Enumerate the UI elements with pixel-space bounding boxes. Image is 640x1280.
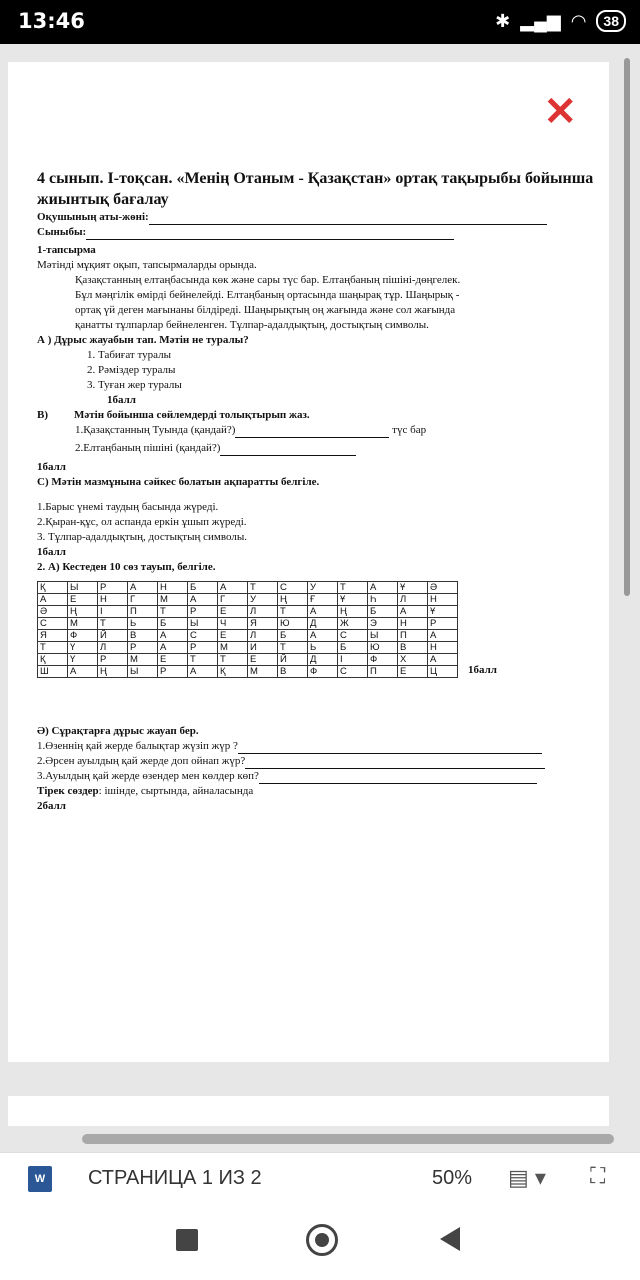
- document-viewer[interactable]: [0, 44, 640, 1152]
- grid-cell: Ь: [308, 642, 338, 654]
- document-title: 4 сынып. I-тоқсан. «Менің Отаным - Қазақстан» ортақ тақырыбы бойынша жиынтық бағалау: [37, 170, 594, 208]
- grid-cell: Е: [398, 666, 428, 678]
- grid-cell: Ғ: [308, 594, 338, 606]
- grid-cell: Ы: [128, 666, 158, 678]
- task1-text-3: ортақ үй деген мағынаны білдіреді. Шаңырықтың оң жағында және сол жағында: [75, 304, 456, 316]
- grid-cell: Р: [98, 654, 128, 666]
- battery-indicator: 38: [596, 10, 626, 32]
- c-item: 3. Тұлпар-адалдықтың, достықтың символы.: [37, 531, 247, 543]
- bluetooth-icon: ✱: [495, 10, 511, 31]
- grid-cell: А: [158, 642, 188, 654]
- letter-grid: [37, 581, 458, 678]
- task1-text-2: Бұл мәңгілік өмірді бейнелейді. Елтаңбаның ортасында шаңырақ тұр. Шаңырық -: [75, 289, 460, 301]
- grid-cell: М: [128, 654, 158, 666]
- grid-cell: Т: [188, 654, 218, 666]
- grid-cell: И: [248, 642, 278, 654]
- grid-cell: Р: [128, 642, 158, 654]
- back-button[interactable]: [440, 1227, 460, 1251]
- grid-cell: Ф: [368, 654, 398, 666]
- document-page: [8, 62, 609, 1062]
- a-option: 2. Рәміздер туралы: [87, 364, 176, 376]
- grid-cell: Қ: [38, 582, 68, 594]
- c-item: 1.Барыс үнемі таудың басында жүреді.: [37, 501, 219, 513]
- fullscreen-icon[interactable]: ⛶: [590, 1163, 606, 1188]
- grid-cell: Ә: [38, 606, 68, 618]
- task3-question-2: 2.Әрсен ауылдың қай жерде доп ойнап жүр?: [37, 754, 597, 769]
- grid-cell: Һ: [368, 594, 398, 606]
- grid-row: [38, 666, 458, 678]
- grid-cell: А: [158, 630, 188, 642]
- grid-cell: Т: [278, 606, 308, 618]
- grid-cell: Д: [308, 618, 338, 630]
- grid-cell: Б: [338, 642, 368, 654]
- grid-cell: А: [308, 630, 338, 642]
- grid-cell: Р: [188, 642, 218, 654]
- grid-cell: Н: [428, 642, 458, 654]
- grid-cell: А: [38, 594, 68, 606]
- grid-row: [38, 594, 458, 606]
- grid-cell: Т: [248, 582, 278, 594]
- grid-cell: П: [398, 630, 428, 642]
- grid-cell: С: [278, 582, 308, 594]
- grid-cell: Ң: [98, 666, 128, 678]
- grid-cell: Ұ: [428, 606, 458, 618]
- grid-cell: Ұ: [398, 582, 428, 594]
- grid-cell: Қ: [218, 666, 248, 678]
- recent-apps-button[interactable]: [176, 1229, 198, 1251]
- grid-cell: Н: [158, 582, 188, 594]
- c-score: 1балл: [37, 546, 66, 558]
- grid-cell: Э: [368, 618, 398, 630]
- grid-cell: Р: [428, 618, 458, 630]
- grid-cell: І: [338, 654, 368, 666]
- grid-cell: Ц: [428, 666, 458, 678]
- grid-cell: В: [398, 642, 428, 654]
- view-mode-icon[interactable]: ▤ ▾: [508, 1165, 546, 1190]
- grid-cell: Қ: [38, 654, 68, 666]
- grid-cell: Л: [98, 642, 128, 654]
- grid-cell: Ж: [338, 618, 368, 630]
- grid-row: [38, 630, 458, 642]
- wifi-icon: ◠: [570, 10, 587, 31]
- grid-cell: Ұ: [338, 594, 368, 606]
- grid-cell: В: [278, 666, 308, 678]
- vertical-scrollbar[interactable]: [624, 58, 630, 596]
- grid-cell: С: [338, 630, 368, 642]
- grid-cell: Т: [158, 606, 188, 618]
- grid-cell: А: [128, 582, 158, 594]
- grid-cell: А: [218, 582, 248, 594]
- support-words: Тірек сөздер: ішінде, сыртында, айналасында: [37, 785, 254, 797]
- grid-cell: М: [68, 618, 98, 630]
- grid-cell: Б: [188, 582, 218, 594]
- status-time: 13:46: [18, 9, 85, 33]
- grid-row: [38, 654, 458, 666]
- grid-cell: Е: [218, 630, 248, 642]
- grid-cell: Б: [278, 630, 308, 642]
- system-nav-bar: [0, 1205, 640, 1280]
- grid-cell: Л: [398, 594, 428, 606]
- grid-cell: С: [188, 630, 218, 642]
- task1-text-1: Қазақстанның елтаңбасында көк және сары түс бар. Елтаңбаның пішіні-дөңгелек.: [75, 274, 461, 286]
- grid-cell: У: [248, 594, 278, 606]
- grid-cell: М: [248, 666, 278, 678]
- grid-cell: Ң: [338, 606, 368, 618]
- a-score: 1балл: [107, 394, 136, 406]
- b-question-1: 1.Қазақстанның Туында (қандай?) түс бар: [75, 424, 427, 436]
- b-question-2: 2.Елтаңбаның пішіні (қандай?): [37, 441, 597, 456]
- grid-cell: Н: [98, 594, 128, 606]
- task1-b-heading-line: В) Мәтін бойынша сөйлемдерді толықтырып жаз.: [37, 409, 310, 421]
- task3-score: 2балл: [37, 800, 66, 812]
- grid-cell: Р: [98, 582, 128, 594]
- grid-cell: А: [368, 582, 398, 594]
- grid-cell: А: [308, 606, 338, 618]
- grid-cell: Е: [158, 654, 188, 666]
- grid-cell: Т: [38, 642, 68, 654]
- grid-cell: Б: [368, 606, 398, 618]
- grid-cell: Ю: [278, 618, 308, 630]
- grid-cell: Л: [248, 630, 278, 642]
- grid-cell: Й: [278, 654, 308, 666]
- signal-icon: ▂▄▆: [520, 10, 561, 31]
- task1-c-heading: С) Мәтін мазмұнына сәйкес болатын ақпаратты белгіле.: [37, 476, 320, 488]
- grid-cell: А: [68, 666, 98, 678]
- task3-question-3: 3.Ауылдың қай жерде өзендер мен көлдер көп?: [37, 769, 597, 784]
- grid-cell: Х: [398, 654, 428, 666]
- grid-cell: Р: [158, 666, 188, 678]
- grid-cell: Я: [38, 630, 68, 642]
- task1-instruction: Мәтінді мұқият оқып, тапсырмаларды орында.: [37, 259, 257, 271]
- grid-cell: С: [38, 618, 68, 630]
- grid-cell: Ч: [218, 618, 248, 630]
- grid-cell: Е: [68, 594, 98, 606]
- c-item: 2.Қыран-құс, ол аспанда еркін ұшып жүреді.: [37, 516, 247, 528]
- grid-cell: Т: [278, 642, 308, 654]
- grid-cell: Е: [218, 606, 248, 618]
- grid-cell: А: [188, 666, 218, 678]
- grid-cell: Н: [398, 618, 428, 630]
- grid-cell: П: [128, 606, 158, 618]
- letter-grid-wrap: [37, 575, 597, 678]
- grid-cell: Н: [428, 594, 458, 606]
- a-option: 3. Туған жер туралы: [87, 379, 182, 391]
- grid-cell: І: [98, 606, 128, 618]
- task2-heading: 2. А) Кестеден 10 сөз тауып, белгіле.: [37, 561, 216, 573]
- grid-cell: А: [428, 630, 458, 642]
- grid-cell: Ү: [68, 654, 98, 666]
- a-option: 1. Табиғат туралы: [87, 349, 171, 361]
- grid-cell: М: [158, 594, 188, 606]
- zoom-level[interactable]: 50%: [432, 1167, 473, 1189]
- grid-cell: Л: [248, 606, 278, 618]
- bottom-toolbar: [0, 1152, 640, 1205]
- task1-a-heading: А ) Дұрыс жауабын тап. Мәтін не туралы?: [37, 334, 249, 346]
- grid-cell: Д: [308, 654, 338, 666]
- page-indicator: СТРАНИЦА 1 ИЗ 2: [88, 1167, 262, 1189]
- grid-cell: У: [308, 582, 338, 594]
- grid-cell: Я: [248, 618, 278, 630]
- document-content: [37, 168, 597, 814]
- document-page-2: [8, 1096, 609, 1126]
- horizontal-scrollbar[interactable]: [82, 1134, 614, 1144]
- grid-cell: Ю: [368, 642, 398, 654]
- grid-cell: С: [338, 666, 368, 678]
- grid-cell: Ы: [68, 582, 98, 594]
- task3-heading: Ә) Сұрақтарға дұрыс жауап бер.: [37, 725, 199, 737]
- grid-cell: В: [128, 630, 158, 642]
- grid-cell: Г: [218, 594, 248, 606]
- grid-cell: А: [188, 594, 218, 606]
- class-line: Сыныбы:: [37, 225, 597, 240]
- grid-cell: Ф: [308, 666, 338, 678]
- grid-cell: А: [428, 654, 458, 666]
- grid-cell: Т: [338, 582, 368, 594]
- b-score: 1балл: [37, 461, 66, 473]
- grid-cell: Ң: [68, 606, 98, 618]
- grid-cell: М: [218, 642, 248, 654]
- word-app-icon: W: [28, 1166, 52, 1192]
- task1-heading: 1-тапсырма: [37, 244, 96, 256]
- grid-row: [38, 582, 458, 594]
- grid-cell: Й: [98, 630, 128, 642]
- status-icons: [495, 10, 626, 32]
- grid-row: [38, 606, 458, 618]
- close-icon[interactable]: ✕: [543, 90, 577, 134]
- grid-cell: Ь: [128, 618, 158, 630]
- grid-cell: Ы: [188, 618, 218, 630]
- grid-cell: Г: [128, 594, 158, 606]
- grid-row: [38, 642, 458, 654]
- grid-cell: Ү: [68, 642, 98, 654]
- grid-cell: Ә: [428, 582, 458, 594]
- task3-question-1: 1.Өзеннің қай жерде балықтар жүзіп жүр ?: [37, 739, 597, 754]
- grid-cell: Б: [158, 618, 188, 630]
- student-name-line: Оқушының аты-жөні:: [37, 210, 597, 225]
- grid-cell: Ң: [278, 594, 308, 606]
- grid-cell: Ш: [38, 666, 68, 678]
- grid-cell: П: [368, 666, 398, 678]
- grid-cell: Т: [98, 618, 128, 630]
- grid-row: [38, 618, 458, 630]
- status-bar: [0, 0, 640, 44]
- home-button[interactable]: [306, 1224, 338, 1256]
- grid-cell: Ы: [368, 630, 398, 642]
- grid-score: 1балл: [468, 664, 497, 676]
- task1-text-4: қанатты тұлпарлар бейнеленген. Тұлпар-адалдықтың, достықтың символы.: [75, 319, 429, 331]
- grid-cell: Е: [248, 654, 278, 666]
- grid-cell: Ф: [68, 630, 98, 642]
- grid-cell: Р: [188, 606, 218, 618]
- grid-cell: А: [398, 606, 428, 618]
- grid-cell: Т: [218, 654, 248, 666]
